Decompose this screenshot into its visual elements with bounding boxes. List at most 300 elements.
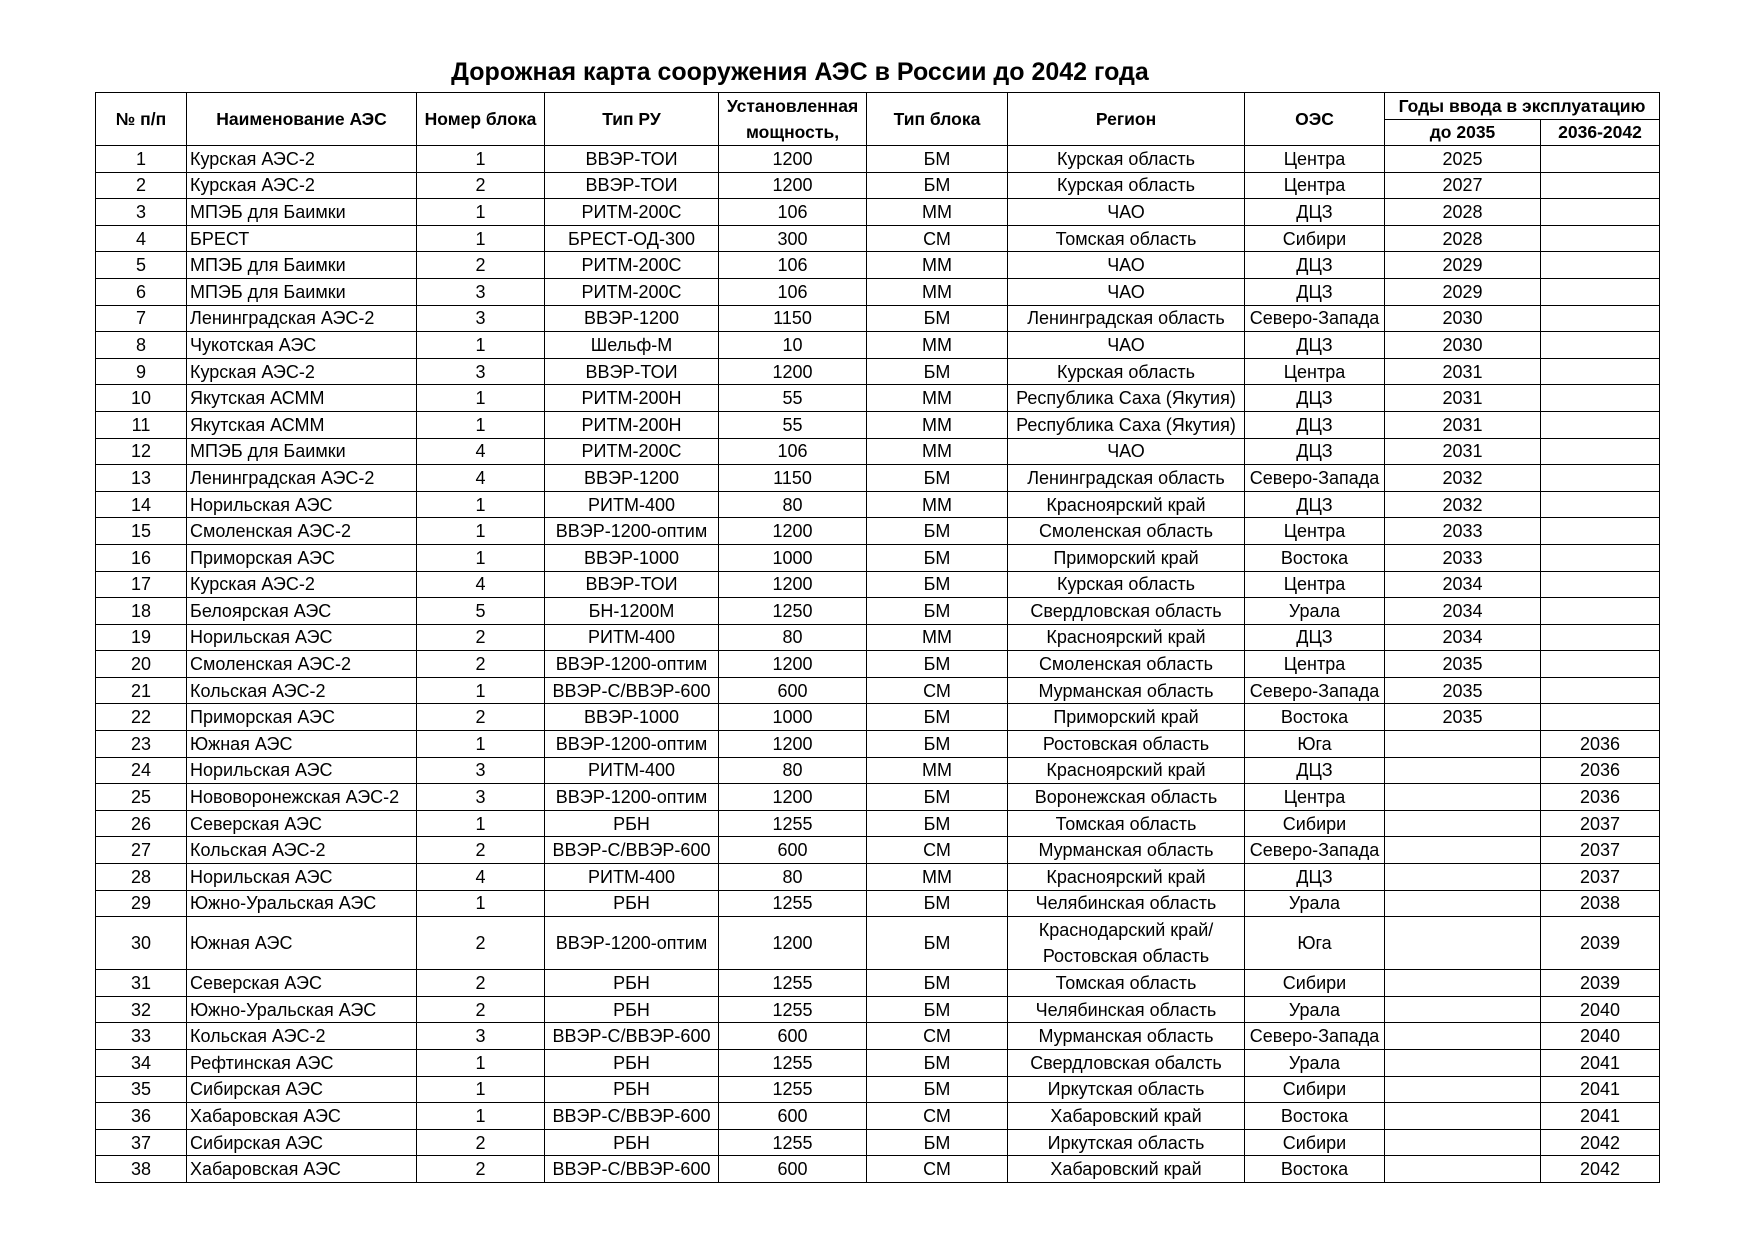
cell-unit-type: ММ — [867, 491, 1008, 518]
cell-power: 55 — [719, 385, 867, 412]
cell-block: 1 — [417, 1103, 545, 1130]
cell-reactor: ВВЭР-С/ВВЭР-600 — [545, 1156, 719, 1183]
cell-unit-type: БМ — [867, 1129, 1008, 1156]
cell-name: Сибирская АЭС — [187, 1076, 417, 1103]
cell-power: 106 — [719, 278, 867, 305]
cell-name: Курская АЭС-2 — [187, 571, 417, 598]
cell-block: 1 — [417, 385, 545, 412]
cell-num: 19 — [96, 624, 187, 651]
cell-num: 27 — [96, 837, 187, 864]
cell-oes: Сибири — [1245, 1076, 1385, 1103]
cell-name: Курская АЭС-2 — [187, 358, 417, 385]
cell-year-until-2035: 2034 — [1385, 571, 1541, 598]
table-row — [96, 731, 1660, 758]
cell-year-2036-2042 — [1541, 305, 1660, 332]
cell-unit-type: БМ — [867, 917, 1008, 970]
cell-region: Смоленская область — [1008, 518, 1245, 545]
document-title-text: Дорожная карта сооружения АЭС в России до 2042 года — [451, 58, 1149, 86]
cell-name: Северская АЭС — [187, 810, 417, 837]
cell-power: 600 — [719, 677, 867, 704]
cell-num: 32 — [96, 996, 187, 1023]
cell-num: 3 — [96, 199, 187, 226]
table-row — [96, 146, 1660, 173]
cell-block: 1 — [417, 731, 545, 758]
cell-block: 3 — [417, 1023, 545, 1050]
cell-region: ЧАО — [1008, 278, 1245, 305]
cell-year-2036-2042 — [1541, 651, 1660, 678]
header-block: Номер блока — [417, 93, 545, 146]
cell-power: 600 — [719, 1023, 867, 1050]
cell-name: Якутская АСММ — [187, 411, 417, 438]
cell-year-until-2035 — [1385, 757, 1541, 784]
cell-oes: ДЦЗ — [1245, 491, 1385, 518]
cell-power: 106 — [719, 252, 867, 279]
cell-name: Курская АЭС-2 — [187, 146, 417, 173]
cell-year-2036-2042 — [1541, 332, 1660, 359]
cell-power: 80 — [719, 491, 867, 518]
cell-region: Мурманская область — [1008, 677, 1245, 704]
cell-year-until-2035: 2035 — [1385, 677, 1541, 704]
cell-region: Республика Саха (Якутия) — [1008, 385, 1245, 412]
cell-oes: Сибири — [1245, 225, 1385, 252]
table-row — [96, 491, 1660, 518]
cell-year-until-2035 — [1385, 1050, 1541, 1077]
cell-power: 1000 — [719, 704, 867, 731]
cell-num: 15 — [96, 518, 187, 545]
cell-oes: ДЦЗ — [1245, 411, 1385, 438]
cell-block: 4 — [417, 438, 545, 465]
cell-unit-type: БМ — [867, 305, 1008, 332]
cell-oes: ДЦЗ — [1245, 252, 1385, 279]
cell-power: 1200 — [719, 917, 867, 970]
cell-power: 1200 — [719, 358, 867, 385]
cell-region: ЧАО — [1008, 438, 1245, 465]
cell-num: 17 — [96, 571, 187, 598]
cell-region: Приморский край — [1008, 544, 1245, 571]
cell-num: 16 — [96, 544, 187, 571]
cell-block: 2 — [417, 651, 545, 678]
cell-unit-type: БМ — [867, 518, 1008, 545]
cell-reactor: РБН — [545, 1129, 719, 1156]
cell-block: 1 — [417, 544, 545, 571]
table-row — [96, 518, 1660, 545]
cell-region: Республика Саха (Якутия) — [1008, 411, 1245, 438]
header-num: № п/п — [96, 93, 187, 146]
cell-region: Мурманская область — [1008, 837, 1245, 864]
header-unit-type: Тип блока — [867, 93, 1008, 146]
cell-power: 1255 — [719, 970, 867, 997]
cell-unit-type: БМ — [867, 704, 1008, 731]
cell-region: Курская область — [1008, 358, 1245, 385]
cell-num: 28 — [96, 864, 187, 891]
cell-block: 2 — [417, 704, 545, 731]
cell-reactor: РИТМ-200Н — [545, 385, 719, 412]
cell-oes: Сибири — [1245, 970, 1385, 997]
cell-reactor: БРЕСТ-ОД-300 — [545, 225, 719, 252]
cell-unit-type: БМ — [867, 784, 1008, 811]
cell-reactor: РИТМ-200С — [545, 199, 719, 226]
cell-name: Чукотская АЭС — [187, 332, 417, 359]
cell-region: Иркутская область — [1008, 1076, 1245, 1103]
cell-region: Красноярский край — [1008, 491, 1245, 518]
cell-region: Томская область — [1008, 225, 1245, 252]
cell-block: 3 — [417, 358, 545, 385]
cell-year-2036-2042 — [1541, 225, 1660, 252]
cell-block: 2 — [417, 1156, 545, 1183]
table-row — [96, 890, 1660, 917]
cell-reactor: РИТМ-400 — [545, 757, 719, 784]
cell-unit-type: ММ — [867, 278, 1008, 305]
cell-year-until-2035: 2033 — [1385, 544, 1541, 571]
cell-num: 11 — [96, 411, 187, 438]
cell-reactor: ВВЭР-1200-оптим — [545, 651, 719, 678]
cell-oes: Северо-Запада — [1245, 677, 1385, 704]
cell-num: 4 — [96, 225, 187, 252]
cell-region: Томская область — [1008, 970, 1245, 997]
table-row — [96, 199, 1660, 226]
cell-year-2036-2042 — [1541, 624, 1660, 651]
cell-block: 1 — [417, 1076, 545, 1103]
cell-name: Якутская АСММ — [187, 385, 417, 412]
cell-power: 1200 — [719, 571, 867, 598]
cell-year-2036-2042: 2042 — [1541, 1156, 1660, 1183]
cell-region: Смоленская область — [1008, 651, 1245, 678]
cell-num: 13 — [96, 465, 187, 492]
cell-power: 1150 — [719, 465, 867, 492]
cell-power: 1250 — [719, 598, 867, 625]
cell-name: Ленинградская АЭС-2 — [187, 465, 417, 492]
cell-oes: Востока — [1245, 704, 1385, 731]
table-row — [96, 996, 1660, 1023]
cell-name: МПЭБ для Баимки — [187, 438, 417, 465]
cell-year-until-2035 — [1385, 1103, 1541, 1130]
cell-year-2036-2042 — [1541, 571, 1660, 598]
cell-block: 1 — [417, 1050, 545, 1077]
cell-year-2036-2042: 2040 — [1541, 996, 1660, 1023]
cell-power: 1200 — [719, 651, 867, 678]
cell-power: 80 — [719, 624, 867, 651]
cell-unit-type: ММ — [867, 385, 1008, 412]
cell-name: Норильская АЭС — [187, 491, 417, 518]
table-row — [96, 571, 1660, 598]
cell-name: Норильская АЭС — [187, 864, 417, 891]
cell-reactor: РБН — [545, 996, 719, 1023]
cell-block: 1 — [417, 491, 545, 518]
cell-num: 7 — [96, 305, 187, 332]
cell-oes: Урала — [1245, 996, 1385, 1023]
table-row — [96, 278, 1660, 305]
cell-region: Хабаровский край — [1008, 1103, 1245, 1130]
cell-block: 2 — [417, 252, 545, 279]
table-row — [96, 757, 1660, 784]
cell-unit-type: БМ — [867, 890, 1008, 917]
cell-year-until-2035 — [1385, 1129, 1541, 1156]
cell-oes: ДЦЗ — [1245, 199, 1385, 226]
cell-unit-type: СМ — [867, 677, 1008, 704]
table-row — [96, 305, 1660, 332]
cell-oes: Урала — [1245, 598, 1385, 625]
cell-block: 1 — [417, 518, 545, 545]
cell-reactor: РБН — [545, 1050, 719, 1077]
cell-year-2036-2042 — [1541, 146, 1660, 173]
cell-num: 8 — [96, 332, 187, 359]
cell-num: 26 — [96, 810, 187, 837]
table-row — [96, 1076, 1660, 1103]
cell-year-2036-2042: 2041 — [1541, 1076, 1660, 1103]
cell-block: 1 — [417, 810, 545, 837]
cell-region: Ленинградская область — [1008, 465, 1245, 492]
cell-num: 14 — [96, 491, 187, 518]
table-row — [96, 252, 1660, 279]
cell-block: 2 — [417, 1129, 545, 1156]
cell-region: Челябинская область — [1008, 890, 1245, 917]
cell-unit-type: БМ — [867, 146, 1008, 173]
cell-oes: Центра — [1245, 784, 1385, 811]
table-body — [96, 146, 1660, 1183]
cell-unit-type: БМ — [867, 465, 1008, 492]
cell-power: 300 — [719, 225, 867, 252]
cell-block: 2 — [417, 172, 545, 199]
cell-num: 31 — [96, 970, 187, 997]
cell-unit-type: ММ — [867, 252, 1008, 279]
cell-oes: Урала — [1245, 1050, 1385, 1077]
cell-unit-type: БМ — [867, 1050, 1008, 1077]
cell-power: 1255 — [719, 1076, 867, 1103]
cell-year-2036-2042: 2038 — [1541, 890, 1660, 917]
cell-year-2036-2042 — [1541, 172, 1660, 199]
cell-block: 1 — [417, 677, 545, 704]
cell-region: Красноярский край — [1008, 624, 1245, 651]
cell-unit-type: СМ — [867, 1023, 1008, 1050]
cell-oes: Сибири — [1245, 1129, 1385, 1156]
cell-year-2036-2042 — [1541, 252, 1660, 279]
cell-oes: Урала — [1245, 890, 1385, 917]
cell-reactor: ВВЭР-1200-оптим — [545, 518, 719, 545]
cell-name: Нововоронежская АЭС-2 — [187, 784, 417, 811]
cell-year-2036-2042: 2037 — [1541, 864, 1660, 891]
cell-name: Норильская АЭС — [187, 757, 417, 784]
table-row — [96, 385, 1660, 412]
cell-oes: Северо-Запада — [1245, 465, 1385, 492]
table-row — [96, 1103, 1660, 1130]
cell-reactor: ВВЭР-С/ВВЭР-600 — [545, 837, 719, 864]
cell-power: 1255 — [719, 1129, 867, 1156]
table-row — [96, 917, 1660, 970]
cell-reactor: ВВЭР-1000 — [545, 544, 719, 571]
cell-year-until-2035: 2031 — [1385, 385, 1541, 412]
cell-unit-type: БМ — [867, 571, 1008, 598]
cell-block: 4 — [417, 465, 545, 492]
cell-power: 1255 — [719, 1050, 867, 1077]
cell-reactor: РБН — [545, 810, 719, 837]
cell-region: Красноярский край — [1008, 757, 1245, 784]
cell-year-until-2035: 2032 — [1385, 491, 1541, 518]
cell-year-until-2035 — [1385, 810, 1541, 837]
cell-year-until-2035: 2029 — [1385, 278, 1541, 305]
cell-year-until-2035: 2028 — [1385, 199, 1541, 226]
cell-name: Приморская АЭС — [187, 704, 417, 731]
cell-power: 1255 — [719, 996, 867, 1023]
cell-reactor: РБН — [545, 970, 719, 997]
cell-block: 1 — [417, 146, 545, 173]
cell-reactor: РИТМ-200С — [545, 278, 719, 305]
cell-year-until-2035: 2034 — [1385, 624, 1541, 651]
cell-oes: Центра — [1245, 571, 1385, 598]
cell-block: 4 — [417, 571, 545, 598]
cell-reactor: ВВЭР-ТОИ — [545, 571, 719, 598]
cell-oes: Центра — [1245, 518, 1385, 545]
cell-unit-type: БМ — [867, 970, 1008, 997]
cell-region: Курская область — [1008, 571, 1245, 598]
cell-power: 1200 — [719, 518, 867, 545]
cell-name: БРЕСТ — [187, 225, 417, 252]
table-row — [96, 677, 1660, 704]
cell-region: Свердловская обалсть — [1008, 1050, 1245, 1077]
cell-oes: Северо-Запада — [1245, 1023, 1385, 1050]
cell-name: Хабаровская АЭС — [187, 1103, 417, 1130]
cell-year-2036-2042 — [1541, 411, 1660, 438]
cell-year-until-2035 — [1385, 864, 1541, 891]
cell-reactor: ВВЭР-ТОИ — [545, 172, 719, 199]
cell-year-until-2035: 2027 — [1385, 172, 1541, 199]
cell-year-2036-2042 — [1541, 677, 1660, 704]
header-region: Регион — [1008, 93, 1245, 146]
cell-num: 24 — [96, 757, 187, 784]
cell-reactor: РИТМ-400 — [545, 624, 719, 651]
cell-oes: Сибири — [1245, 810, 1385, 837]
cell-year-2036-2042: 2042 — [1541, 1129, 1660, 1156]
cell-year-2036-2042: 2040 — [1541, 1023, 1660, 1050]
cell-name: Сибирская АЭС — [187, 1129, 417, 1156]
header-row-1 — [96, 93, 1660, 120]
cell-year-2036-2042 — [1541, 491, 1660, 518]
cell-year-2036-2042: 2039 — [1541, 917, 1660, 970]
cell-year-until-2035 — [1385, 1023, 1541, 1050]
cell-unit-type: ММ — [867, 864, 1008, 891]
cell-power: 106 — [719, 199, 867, 226]
cell-year-2036-2042: 2041 — [1541, 1103, 1660, 1130]
table-row — [96, 1050, 1660, 1077]
cell-block: 1 — [417, 411, 545, 438]
cell-num: 34 — [96, 1050, 187, 1077]
table-row — [96, 1129, 1660, 1156]
cell-name: Южно-Уральская АЭС — [187, 890, 417, 917]
cell-region: Приморский край — [1008, 704, 1245, 731]
cell-year-until-2035 — [1385, 1156, 1541, 1183]
cell-year-until-2035: 2030 — [1385, 332, 1541, 359]
cell-unit-type: СМ — [867, 1156, 1008, 1183]
cell-unit-type: БМ — [867, 996, 1008, 1023]
cell-region: Томская область — [1008, 810, 1245, 837]
cell-unit-type: ММ — [867, 332, 1008, 359]
header-reactor: Тип РУ — [545, 93, 719, 146]
cell-name: Южная АЭС — [187, 917, 417, 970]
cell-year-2036-2042 — [1541, 598, 1660, 625]
cell-reactor: БН-1200М — [545, 598, 719, 625]
cell-block: 1 — [417, 199, 545, 226]
cell-name: Хабаровская АЭС — [187, 1156, 417, 1183]
cell-num: 22 — [96, 704, 187, 731]
cell-region: Иркутская область — [1008, 1129, 1245, 1156]
cell-power: 600 — [719, 1103, 867, 1130]
cell-reactor: РИТМ-400 — [545, 491, 719, 518]
cell-year-2036-2042 — [1541, 358, 1660, 385]
cell-num: 9 — [96, 358, 187, 385]
cell-unit-type: СМ — [867, 837, 1008, 864]
table-header — [96, 93, 1660, 146]
cell-year-until-2035: 2031 — [1385, 358, 1541, 385]
cell-name: Норильская АЭС — [187, 624, 417, 651]
cell-region: Ростовская область — [1008, 731, 1245, 758]
cell-block: 3 — [417, 784, 545, 811]
cell-num: 30 — [96, 917, 187, 970]
cell-year-until-2035 — [1385, 917, 1541, 970]
cell-year-until-2035 — [1385, 731, 1541, 758]
cell-block: 2 — [417, 917, 545, 970]
cell-num: 21 — [96, 677, 187, 704]
cell-unit-type: БМ — [867, 810, 1008, 837]
header-oes: ОЭС — [1245, 93, 1385, 146]
cell-region: Курская область — [1008, 172, 1245, 199]
cell-region: Воронежская область — [1008, 784, 1245, 811]
header-capacity — [719, 93, 867, 146]
cell-name: Южная АЭС — [187, 731, 417, 758]
cell-name: Смоленская АЭС-2 — [187, 518, 417, 545]
cell-year-until-2035 — [1385, 784, 1541, 811]
cell-year-until-2035: 2025 — [1385, 146, 1541, 173]
cell-unit-type: БМ — [867, 544, 1008, 571]
table-row — [96, 172, 1660, 199]
cell-oes: ДЦЗ — [1245, 385, 1385, 412]
cell-year-2036-2042: 2039 — [1541, 970, 1660, 997]
table-row — [96, 784, 1660, 811]
cell-reactor: ВВЭР-ТОИ — [545, 358, 719, 385]
cell-region: ЧАО — [1008, 252, 1245, 279]
cell-region: Свердловская область — [1008, 598, 1245, 625]
cell-name: Кольская АЭС-2 — [187, 1023, 417, 1050]
cell-block: 2 — [417, 970, 545, 997]
cell-oes: Северо-Запада — [1245, 305, 1385, 332]
cell-year-until-2035 — [1385, 1076, 1541, 1103]
cell-year-2036-2042 — [1541, 704, 1660, 731]
cell-name: Белоярская АЭС — [187, 598, 417, 625]
cell-num: 2 — [96, 172, 187, 199]
cell-block: 3 — [417, 278, 545, 305]
cell-year-until-2035: 2031 — [1385, 411, 1541, 438]
cell-oes: Востока — [1245, 544, 1385, 571]
cell-oes: Востока — [1245, 1103, 1385, 1130]
table-row — [96, 358, 1660, 385]
cell-name: Курская АЭС-2 — [187, 172, 417, 199]
cell-name: Кольская АЭС-2 — [187, 677, 417, 704]
table-row — [96, 225, 1660, 252]
cell-power: 1255 — [719, 810, 867, 837]
cell-year-until-2035 — [1385, 970, 1541, 997]
cell-power: 600 — [719, 837, 867, 864]
cell-year-until-2035: 2029 — [1385, 252, 1541, 279]
cell-year-2036-2042: 2041 — [1541, 1050, 1660, 1077]
cell-block: 1 — [417, 890, 545, 917]
cell-reactor: РИТМ-200С — [545, 438, 719, 465]
cell-oes: Северо-Запада — [1245, 837, 1385, 864]
cell-region: Мурманская область — [1008, 1023, 1245, 1050]
cell-num: 1 — [96, 146, 187, 173]
cell-region: Курская область — [1008, 146, 1245, 173]
cell-region: ЧАО — [1008, 199, 1245, 226]
cell-unit-type: БМ — [867, 1076, 1008, 1103]
table-row — [96, 864, 1660, 891]
table-row — [96, 411, 1660, 438]
